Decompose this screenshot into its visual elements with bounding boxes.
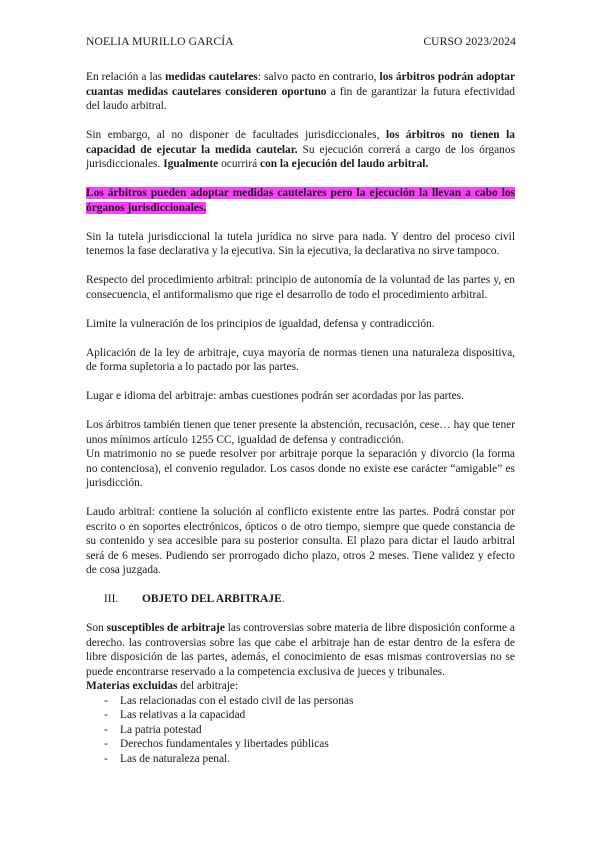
- author-name: NOELIA MURILLO GARCÍA: [86, 35, 234, 48]
- list-item: - La patria potestad: [104, 723, 202, 736]
- paragraph-ejecucion: Sin embargo, al no disponer de facultades jurisdiccionales, los árbitros no tienen la capacidad de ejecutar la medida cautelar. Su ejecución correrá a cargo de los órganos jurisdiccionales. Igualmente ocurrirá con la ejecución del laudo arbitral.: [86, 129, 516, 170]
- highlighted-summary: Los árbitros pueden adoptar medidas cautelares pero la ejecución la llevan a cabo los órganos jurisdiccionales.: [86, 187, 515, 214]
- list-item: - Las relacionadas con el estado civil de las personas: [104, 694, 354, 707]
- dash-marker: -: [104, 752, 108, 765]
- document-body: [86, 70, 515, 766]
- section-number: III.: [104, 593, 119, 605]
- list-item: - Derechos fundamentales y libertades públicas: [104, 738, 329, 750]
- paragraph-susceptibles: Son susceptibles de arbitraje las controversias sobre materia de libre disposición conforme a derecho. las controversias sobre las que cabe el arbitraje han de estar dentro de la esfera de libre disposición de las partes, además, el conocimiento de esas mismas controversias no se puede encontrarse reservado a la competencia exclusiva de jueces y tribunales.: [86, 622, 515, 678]
- paragraph-lugar-idioma: Lugar e idioma del arbitraje: ambas cuestiones podrán ser acordadas por las partes.: [86, 390, 464, 402]
- paragraph-ley-arbitraje: Aplicación de la ley de arbitraje, cuya mayoría de normas tienen una naturaleza dispositiva, de forma supletoria a lo pactado por las partes.: [86, 346, 515, 373]
- page-header: [86, 35, 516, 49]
- dash-marker: -: [104, 694, 108, 707]
- paragraph-matrimonio: Un matrimonio no se puede resolver por arbitraje porque la separación y divorcio (la forma no contenciosa), el convenio regulador. Los casos donde no existe ese carácter “amigable” es jurisdicción.: [86, 448, 515, 489]
- list-item: - Las relativas a la capacidad: [104, 709, 246, 721]
- excluded-list: [86, 694, 515, 767]
- paragraph-medidas-cautelares: En relación a las medidas cautelares: salvo pacto en contrario, los árbitros podrán adoptar cuantas medidas cautelares consideren oportuno a fin de garantizar la futura efectividad del laudo arbitral.: [86, 71, 515, 112]
- section-heading: III. OBJETO DEL ARBITRAJE.: [86, 592, 515, 607]
- excluded-heading: Materias excluidas del arbitraje:: [86, 680, 239, 692]
- course-year: CURSO 2023/2024: [423, 35, 516, 48]
- paragraph-abstencion: Los árbitros también tienen que tener presente la abstención, recusación, cese… hay que tener unos mínimos artículo 1255 CC, igualdad de defensa y contradicción.: [86, 419, 515, 446]
- paragraph-procedimiento: Respecto del procedimiento arbitral: principio de autonomía de la voluntad de las partes y, en consecuencia, el antiformalismo que rige el desarrollo de todo el procedimiento arbitral.: [86, 274, 515, 301]
- paragraph-principios: Limite la vulneración de los principios de igualdad, defensa y contradicción.: [86, 317, 435, 330]
- dash-marker: -: [104, 709, 108, 721]
- list-item: - Las de naturaleza penal.: [104, 752, 231, 765]
- paragraph-tutela: Sin la tutela jurisdiccional la tutela jurídica no sirve para nada. Y dentro del proceso civil tenemos la fase declarativa y la ejecutiva. Sin la ejecutiva, la declarativa no sirve tampoco.: [86, 230, 515, 257]
- section-title: OBJETO DEL ARBITRAJE: [142, 593, 282, 605]
- dash-marker: -: [104, 738, 108, 750]
- paragraph-laudo: Laudo arbitral: contiene la solución al conflicto existente entre las partes. Podrá constar por escrito o en soportes electrónicos, ópticos o de otro tiempo, siempre que quede constancia de su contenido y sea accesible para su posterior consulta. El plazo para dictar el laudo arbitral será de 6 meses. Pudiendo ser prorrogado dicho plazo, otros 2 meses. Tiene validez y efecto de cosa juzgada.: [86, 506, 515, 576]
- dash-marker: -: [104, 723, 108, 736]
